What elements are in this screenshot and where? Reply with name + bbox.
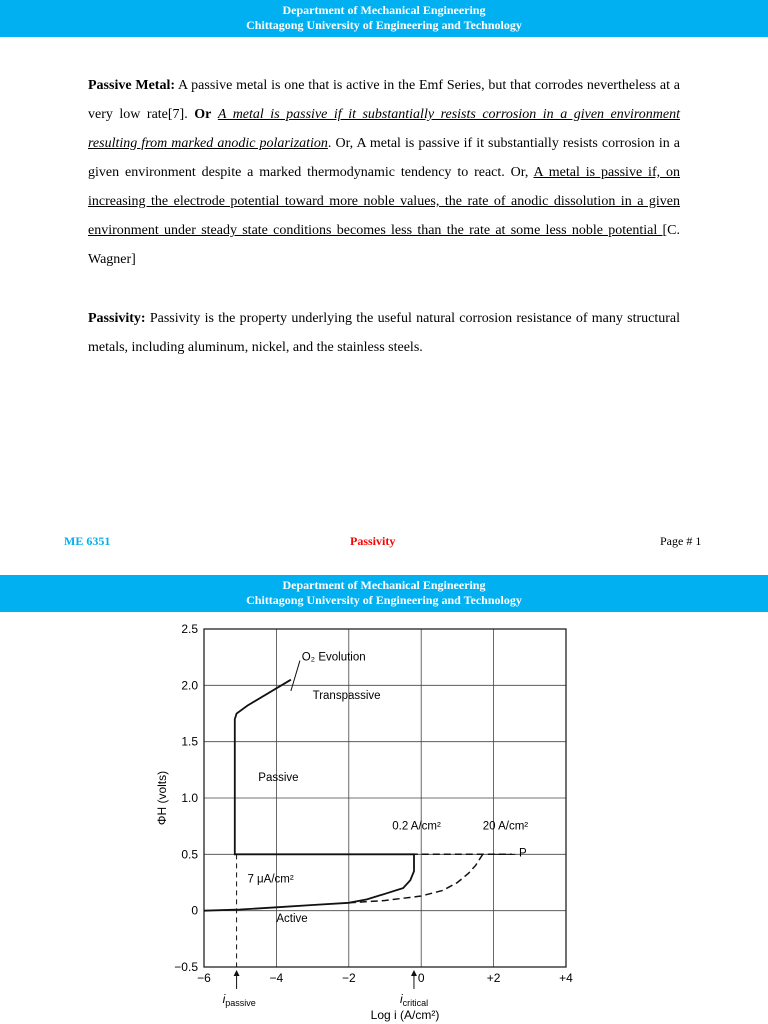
passivity-paragraph xyxy=(88,304,680,362)
series-line-1 xyxy=(204,680,414,911)
y-tick-label: 1.5 xyxy=(181,734,198,749)
passivity-text: Passivity is the property underlying the useful natural corrosion resistance of many structural metals, including aluminum, nickel, and the stainless steels. xyxy=(88,311,680,355)
footer-course-code: ME 6351 xyxy=(64,534,111,548)
passivity-term: Passivity: xyxy=(88,311,146,326)
header-banner-page-2 xyxy=(0,575,768,612)
polarization-curve-chart xyxy=(150,612,590,1022)
passive-metal-text-1: A passive metal is one that is active in the Emf Series, but that corrodes nevertheless at a very low rate[7]. xyxy=(88,78,680,122)
chart-annotation: 0.2 A/cm² xyxy=(392,820,441,833)
chart-annotation: Transpassive xyxy=(312,689,381,702)
x-tick-label: −6 xyxy=(197,971,211,985)
y-tick-label: 0 xyxy=(191,903,198,918)
x-tick-label: 0 xyxy=(417,971,425,985)
chart-annotation: 20 A/cm² xyxy=(482,820,529,833)
footer-page-number: Page # 1 xyxy=(660,534,702,548)
y-tick-label: 1.0 xyxy=(181,791,198,805)
x-tick-label: −4 xyxy=(269,971,284,985)
o2-pointer xyxy=(291,661,300,691)
or-label: Or xyxy=(194,107,212,122)
passive-metal-definition-italic: A metal is passive if it substantially resists corrosion in a given environment resulting from marked anodic polarization xyxy=(88,107,681,151)
header-banner xyxy=(0,0,768,37)
y-tick-label: −0.5 xyxy=(174,960,198,974)
axis-marker-label: $i_{passive}$ xyxy=(222,992,256,1008)
chart-annotation: Active xyxy=(276,912,308,925)
university-name: Chittagong University of Engineering and Technology xyxy=(246,593,522,607)
y-axis-label: ΦH (volts) xyxy=(155,770,169,826)
department-name: Department of Mechanical Engineering xyxy=(282,578,486,592)
axis-marker-arrowhead xyxy=(234,970,240,976)
chart-annotation: 7 μA/cm² xyxy=(247,873,294,886)
chart-annotation: Passive xyxy=(258,772,299,785)
y-tick-label: 2.5 xyxy=(181,622,198,636)
axis-marker-label: $i_{critical}$ xyxy=(399,992,429,1008)
series-line-2 xyxy=(349,854,483,903)
y-tick-label: 0.5 xyxy=(181,847,198,862)
passive-metal-definition-underlined: A metal is passive if, on increasing the electrode potential toward more noble values, the rate of anodic dissolution in a given environment under steady state conditions becomes less than the rate at some less noble potential xyxy=(88,165,680,238)
chart-annotation: O₂ Evolution xyxy=(301,651,366,664)
y-tick-label: 2.0 xyxy=(181,678,198,693)
university-name: Chittagong University of Engineering and Technology xyxy=(246,18,522,32)
department-name: Department of Mechanical Engineering xyxy=(282,3,486,17)
x-tick-label: +2 xyxy=(486,971,501,985)
passive-metal-term: Passive Metal: xyxy=(88,78,175,93)
x-tick-label: +4 xyxy=(559,971,573,985)
chart-annotation: P xyxy=(518,847,527,860)
wagner-citation: [C. Wagner] xyxy=(88,223,680,267)
passive-metal-paragraph xyxy=(88,71,680,274)
passive-metal-text-2: . Or, A metal is passive if it substantially resists corrosion in a given environment despite a marked thermodynamic tendency to react. Or, xyxy=(88,136,680,180)
x-axis-label: Log i (A/cm²) xyxy=(370,1008,440,1022)
footer-title: Passivity xyxy=(350,534,396,548)
axis-marker-arrowhead xyxy=(411,970,417,976)
x-tick-label: −2 xyxy=(341,971,356,985)
